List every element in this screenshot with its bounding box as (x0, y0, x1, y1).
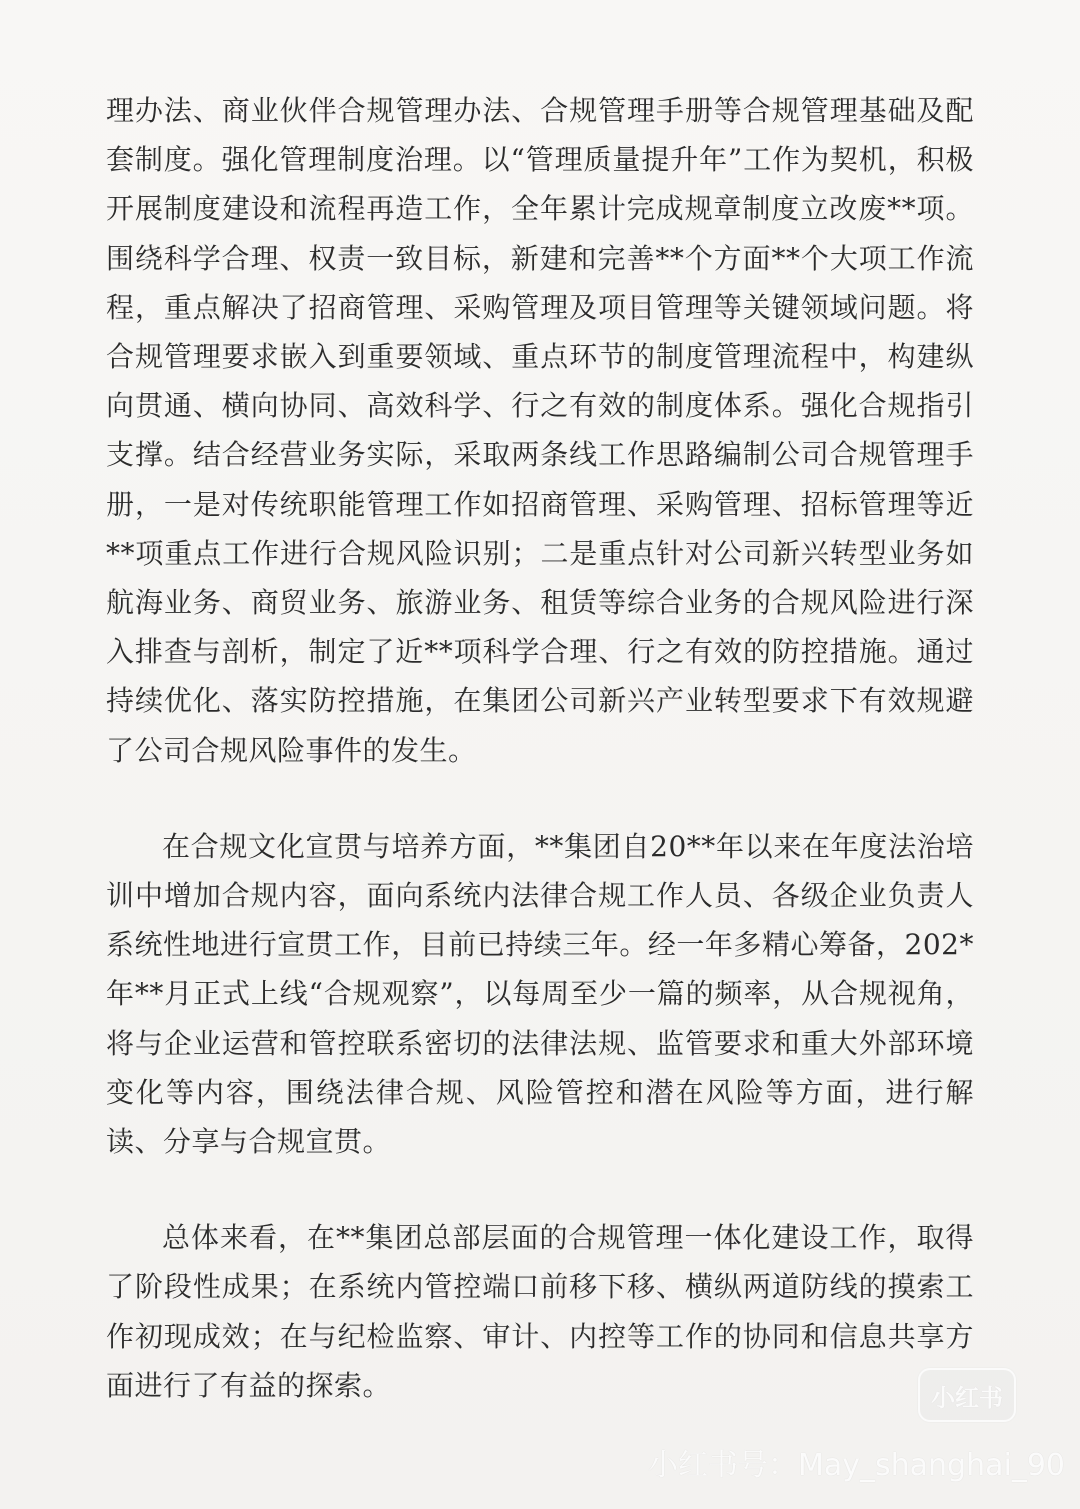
paragraph-3: 总体来看，在**集团总部层面的合规管理一体化建设工作，取得了阶段性成果；在系统内管控端口前移下移、横纵两道防线的摸索工作初现成效；在与纪检监察、审计、内控等工作的协同和信息共享方面进行了有益的探索。 (106, 1221, 974, 1402)
watermark-logo: 小红书 (918, 1368, 1016, 1422)
paragraph-2: 在合规文化宣贯与培养方面，**集团自20**年以来在年度法治培训中增加合规内容，面向系统内法律合规工作人员、各级企业负责人系统性地进行宣贯工作，目前已持续三年。经一年多精心筹备，202*年**月正式上线“合规观察”，以每周至少一篇的频率，从合规视角，将与企业运营和管控联系密切的法律法规、监管要求和重大外部环境变化等内容，围绕法律合规、风险管控和潜在风险等方面，进行解读、分享与合规宣贯。 (106, 829, 974, 1159)
watermark-id: 小红书号：May_shanghai_90 (648, 1448, 1066, 1483)
document-body (106, 86, 974, 1410)
paragraph-1: 理办法、商业伙伴合规管理办法、合规管理手册等合规管理基础及配套制度。强化管理制度治理。以“管理质量提升年”工作为契机，积极开展制度建设和流程再造工作，全年累计完成规章制度立改废**项。围绕科学合理、权责一致目标，新建和完善**个方面**个大项工作流程，重点解决了招商管理、采购管理及项目管理等关键领域问题。将合规管理要求嵌入到重要领域、重点环节的制度管理流程中，构建纵向贯通、横向协同、高效科学、行之有效的制度体系。强化合规指引支撑。结合经营业务实际，采取两条线工作思路编制公司合规管理手册，一是对传统职能管理工作如招商管理、采购管理、招标管理等近**项重点工作进行合规风险识别；二是重点针对公司新兴转型业务如航海业务、商贸业务、旅游业务、租赁等综合业务的合规风险进行深入排查与剖析，制定了近**项科学合理、行之有效的防控措施。通过持续优化、落实防控措施，在集团公司新兴产业转型要求下有效规避了公司合规风险事件的发生。 (106, 94, 974, 767)
